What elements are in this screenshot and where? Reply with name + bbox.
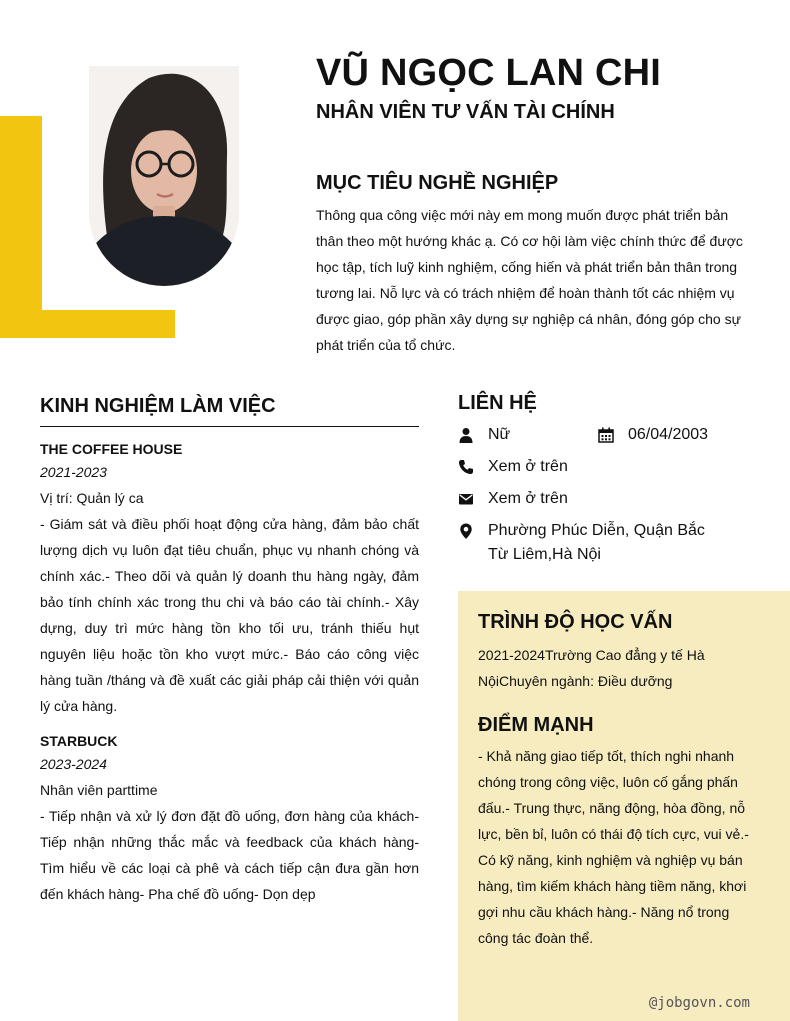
accent-bar-vertical (0, 116, 42, 338)
job-period: 2021-2023 (40, 464, 107, 480)
mail-icon (458, 491, 474, 507)
person-icon (458, 427, 474, 443)
section-title: TRÌNH ĐỘ HỌC VẤN (478, 611, 673, 633)
address-value: Phường Phúc Diễn, Quận Bắc Từ Liêm,Hà Nội (488, 522, 705, 563)
contact-row-phone (458, 455, 758, 479)
full-name: VŨ NGỌC LAN CHI (316, 52, 661, 94)
contact-row-gender-birthday (458, 423, 758, 447)
company-name: STARBUCK (40, 733, 118, 749)
job-description: - Tiếp nhận và xử lý đơn đặt đồ uống, đơn hàng của khách- Tiếp nhận những thắc mắc và feedback của khách hàng- Tìm hiểu về các loại cà phê và cách tiếp cận đưa gần hơn đến khách hàng- Pha chế đồ uống- Dọn dẹp (40, 808, 419, 902)
location-pin-icon (458, 523, 474, 539)
section-title: KINH NGHIỆM LÀM VIỆC (40, 395, 419, 427)
birthday-value: 06/04/2003 (628, 426, 709, 443)
job-period: 2023-2024 (40, 756, 107, 772)
phone-icon (458, 459, 474, 475)
email-value: Xem ở trên (488, 490, 568, 507)
objective-text: Thông qua công việc mới này em mong muốn được phát triển bản thân theo một hướng khác ạ. Có cơ hội làm việc chính thức để được học tập, tích luỹ kinh nghiệm, cống hiến và phát triển bản thân trong tương lai. Nỗ lực và có trách nhiệm để hoàn thành tốt các nhiệm vụ được giao, góp phần xây dựng sự nghiệp cá nhân, đóng góp cho sự phát triển của tổ chức. (316, 207, 743, 353)
footer-watermark: @jobgovn.com (648, 995, 750, 1011)
education-strengths-panel (458, 591, 790, 1021)
job-description: - Giám sát và điều phối hoạt động cửa hàng, đảm bảo chất lượng dịch vụ luôn đạt tiêu chuẩn, phục vụ nhanh chóng và chính xác.- Theo dõi và quản lý doanh thu hàng ngày, đảm bảo tính chính xác trong thu chi và báo cáo tài chính.- Xây dựng, duy trì mức hàng tồn kho tối ưu, tránh thiếu hụt nguyên liệu hoặc tồn kho vượt mức.- Báo cáo công việc hàng tuần /tháng và đề xuất các giải pháp cải thiện với quản lý cửa hàng. (40, 516, 419, 714)
job-entry (40, 439, 419, 719)
job-title: NHÂN VIÊN TƯ VẤN TÀI CHÍNH (316, 101, 615, 123)
job-entry (40, 731, 419, 907)
gender-value: Nữ (488, 426, 511, 443)
contact-section (458, 392, 758, 567)
experience-section (40, 395, 419, 907)
section-title: MỤC TIÊU NGHỀ NGHIỆP (316, 172, 559, 194)
contact-row-address (458, 519, 758, 567)
contact-row-email (458, 487, 758, 511)
education-text: 2021-2024Trường Cao đẳng y tế Hà NộiChuyên ngành: Điều dưỡng (478, 647, 705, 689)
accent-bar-horizontal (0, 310, 175, 338)
phone-value: Xem ở trên (488, 458, 568, 475)
section-title: ĐIỂM MẠNH (478, 714, 594, 736)
job-position: Vị trí: Quản lý ca (40, 490, 144, 506)
career-objective-section (316, 172, 744, 358)
strengths-text: - Khả năng giao tiếp tốt, thích nghi nhanh chóng trong công việc, luôn cố gắng phấn đấu.- Trung thực, năng động, hòa đồng, nỗ lực, bền bỉ, luôn có thái độ tích cực, vui vẻ.- Có kỹ năng, kinh nghiệm và nghiệp vụ bán hàng, tìm kiếm khách hàng tiềm năng, khơi gợi nhu cầu khách hàng.- Năng nổ trong công tác đoàn thể. (478, 748, 749, 946)
section-title: LIÊN HỆ (458, 392, 537, 414)
company-name: THE COFFEE HOUSE (40, 441, 183, 457)
profile-photo (89, 66, 239, 286)
calendar-icon (598, 427, 614, 443)
job-position: Nhân viên parttime (40, 782, 158, 798)
